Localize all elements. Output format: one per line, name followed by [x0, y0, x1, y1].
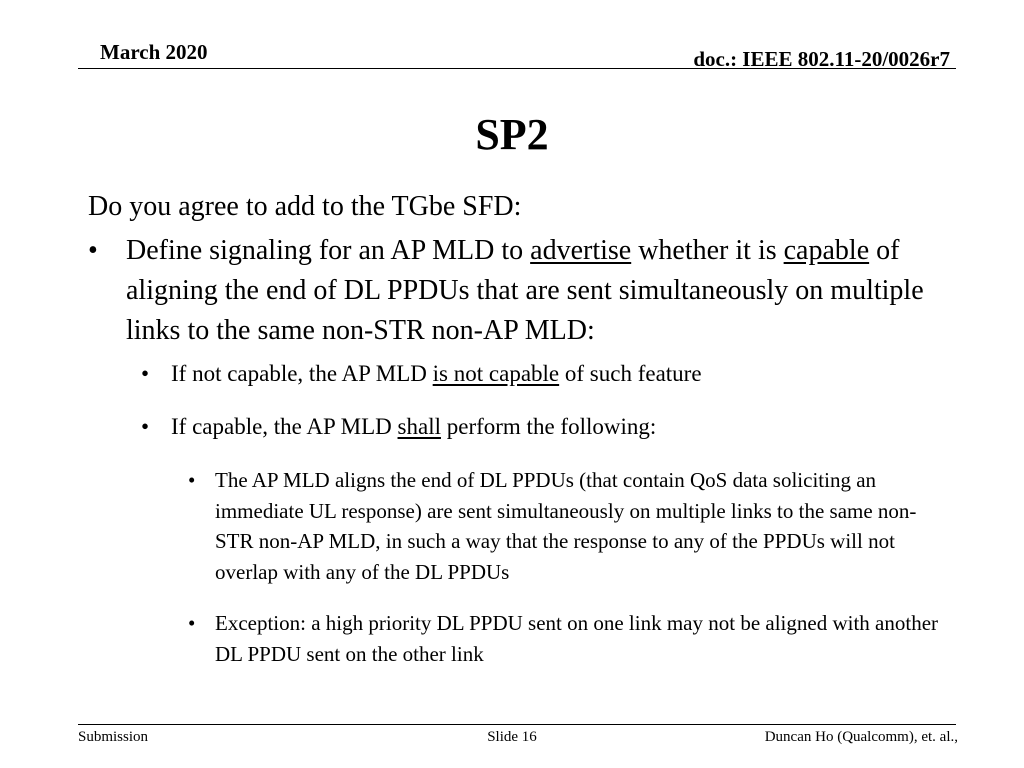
subsub2-text: Exception: a high priority DL PPDU sent on one link may not be aligned with another DL PPDU sent on the other link: [215, 611, 939, 666]
bullet-level2-capable: [141, 412, 948, 442]
sub2-text-part2: perform the following:: [440, 414, 657, 439]
bullet-dot-icon: •: [141, 361, 150, 386]
bullet-dot-icon: •: [141, 414, 150, 439]
bullet1-underline-advertise: advertise: [530, 235, 632, 266]
footer-rule: [78, 724, 956, 725]
bullet-level1: [88, 231, 948, 351]
bullet-dot-icon: •: [188, 468, 196, 492]
slide-body: [88, 187, 948, 690]
intro-text: Do you agree to add to the TGbe SFD:: [88, 191, 522, 222]
sub1-text-part2: of such feature: [559, 361, 702, 386]
bullet1-text-part3: of aligning the end of DL PPDUs that are sent simultaneously on multiple links to the same non-STR non-AP MLD:: [126, 235, 924, 346]
bullet-dot-icon: •: [188, 611, 196, 635]
slide-title: SP2: [475, 110, 549, 159]
bullet1-text-part2: whether it is: [631, 235, 784, 266]
footer-submission: Submission: [78, 729, 149, 745]
subsub1-text: The AP MLD aligns the end of DL PPDUs (that contain QoS data soliciting an immediate UL response) are sent simultaneously on multiple links to the same non-STR non-AP MLD, in such a way that the response to any of the PPDUs will not overlap with any of the DL PPDUs: [215, 468, 917, 584]
sub2-underline-shall: shall: [397, 414, 441, 439]
header-date: March 2020: [100, 40, 208, 64]
sub2-text-part1: If capable, the AP MLD: [171, 414, 398, 439]
header-rule: [78, 68, 956, 69]
footer-author: Duncan Ho (Qualcomm), et. al.,: [764, 729, 958, 745]
sub1-underline: is not capable: [432, 361, 560, 386]
bullet-dot-icon: •: [88, 235, 98, 266]
footer-slide-number: Slide 16: [487, 729, 537, 745]
bullet-level3-exception: [188, 608, 948, 669]
bullet-level2-not-capable: [141, 359, 948, 389]
sub1-text-part1: If not capable, the AP MLD: [171, 361, 433, 386]
bullet-level3-align: [188, 465, 948, 587]
header-doc-id: doc.: IEEE 802.11-20/0026r7: [693, 47, 950, 71]
bullet1-text-part1: Define signaling for an AP MLD to: [126, 235, 531, 266]
bullet1-underline-capable: capable: [783, 235, 870, 266]
